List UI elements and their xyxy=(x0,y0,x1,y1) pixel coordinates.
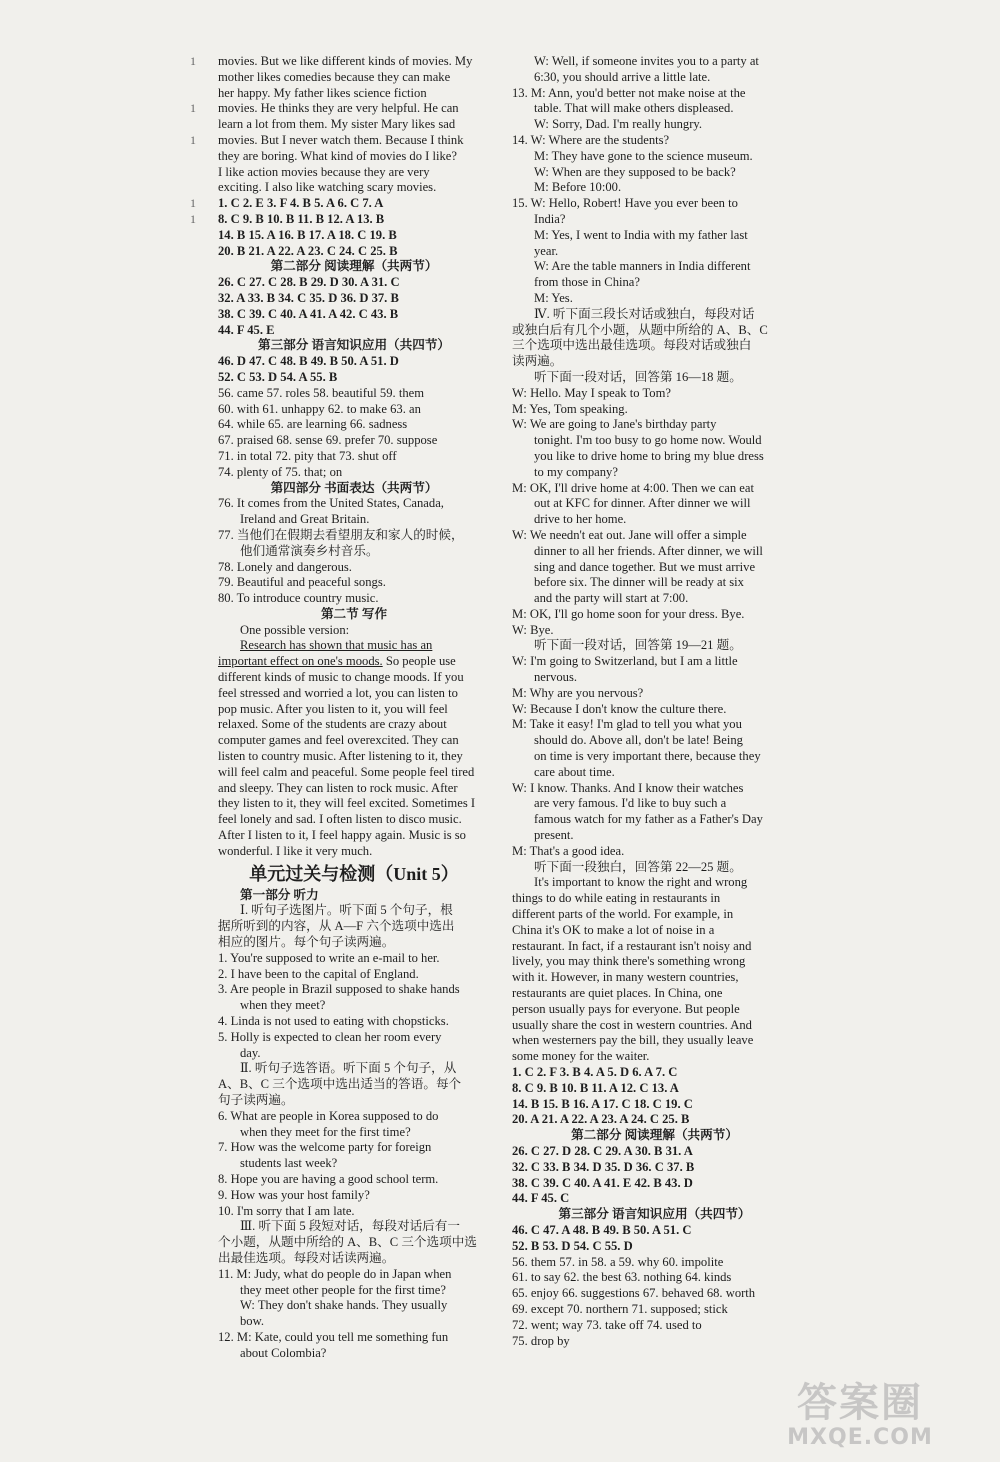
left-column-line: movies. But we like different kinds of movies. My xyxy=(218,54,473,68)
section-heading: 第三部分 语言知识应用（共四节） xyxy=(558,1207,751,1222)
right-column-line: W: I'm going to Switzerland, but I am a little xyxy=(512,654,738,669)
left-column-line: learn a lot from them. My sister Mary likes sad xyxy=(218,117,456,132)
left-column-line: 11. M: Judy, what do people do in Japan when xyxy=(218,1266,452,1281)
right-column-line: 56. them 57. in 58. a 59. why 60. impolite xyxy=(512,1254,724,1269)
right-column-line: W: Sorry, Dad. I'm really hungry. xyxy=(534,117,703,132)
right-column-line: 读两遍。 xyxy=(512,354,563,369)
left-column-line: Ireland and Great Britain. xyxy=(240,512,370,527)
left-column-line: mother likes comedies because they can make xyxy=(218,69,451,84)
section-heading: 第三部分 语言知识应用（共四节） xyxy=(257,338,451,353)
right-column-line: 6:30, you should arrive a little late. xyxy=(534,69,711,84)
right-column-line: should do. Above all, don't be late! Being xyxy=(534,733,743,748)
right-column-line: It's important to know the right and wrong xyxy=(534,875,748,890)
margin-mark: 1 xyxy=(190,132,196,147)
left-column-line: 出最佳选项。每段对话读两遍。 xyxy=(218,1250,395,1265)
left-column-line: will feel calm and peaceful. Some people feel tired xyxy=(218,764,475,779)
left-column-line: Ⅲ. 听下面 5 段短对话，每段对话后有一 xyxy=(240,1219,460,1234)
left-column-line: 26. C 27. C 28. B 29. D 30. A 31. C xyxy=(218,275,400,290)
left-column-line: 4. Linda is not used to eating with chopsticks. xyxy=(218,1014,449,1029)
right-column-line: drive to her home. xyxy=(534,512,627,527)
left-column-line: 56. came 57. roles 58. beautiful 59. them xyxy=(218,385,424,400)
right-column-line: M: Take it easy! I'm glad to tell you what you xyxy=(512,717,742,732)
right-column-line: 听下面一段对话，回答第 19—21 题。 xyxy=(534,638,742,653)
right-column-line: nervous. xyxy=(534,670,578,685)
right-column-line: M: OK, I'll go home soon for your dress. Bye. xyxy=(512,606,745,621)
left-column-line: 80. To introduce country music. xyxy=(218,591,379,606)
left-column-line: 78. Lonely and dangerous. xyxy=(218,559,352,574)
left-column-line: 7. How was the welcome party for foreign xyxy=(218,1140,432,1155)
left-column-line: Research has shown that music has an xyxy=(240,638,433,653)
left-column-line: students last week? xyxy=(240,1156,338,1171)
margin-mark: 1 xyxy=(190,54,196,68)
left-column-line: 12. M: Kate, could you tell me something fun xyxy=(218,1329,449,1344)
right-column-line: usually share the cost in western countries. And xyxy=(512,1017,752,1032)
right-column-line: W: Bye. xyxy=(512,622,554,637)
watermark xyxy=(760,1381,960,1450)
right-column-line: restaurants are quiet places. In China, one xyxy=(512,986,723,1001)
right-column-line: W: We needn't eat out. Jane will offer a simple xyxy=(512,527,747,542)
right-column-line: M: Yes, Tom speaking. xyxy=(512,401,628,416)
right-column-line: restaurant. In fact, if a restaurant isn't noisy and xyxy=(512,938,752,953)
margin-mark xyxy=(190,70,200,86)
left-column-line: different kinds of music to change moods. If you xyxy=(218,670,464,685)
right-column-line: 65. enjoy 66. suggestions 67. behaved 68. worth xyxy=(512,1286,756,1301)
right-column-line: on time is very important there, because they xyxy=(534,749,761,764)
margin-mark xyxy=(190,149,200,165)
left-column-line: important effect on one's moods. So people use xyxy=(218,654,456,669)
left-column-line: 1. C 2. E 3. F 4. B 5. A 6. C 7. A xyxy=(218,196,384,211)
left-column-line: 76. It comes from the United States, Canada, xyxy=(218,496,444,511)
right-column-line: before six. The dinner will be ready at six xyxy=(534,575,744,590)
left-column-line: 9. How was your host family? xyxy=(218,1187,370,1202)
left-column-line: 个小题，从题中所给的 A、B、C 三个选项中选 xyxy=(218,1235,477,1250)
left-column-line: 据所听到的内容，从 A—F 六个选项中选出 xyxy=(218,919,455,934)
right-column-line: M: Why are you nervous? xyxy=(512,685,644,700)
right-column-line: 听下面一段独白，回答第 22—25 题。 xyxy=(534,859,742,874)
right-column-line: famous watch for my father as a Father's Day xyxy=(534,812,763,827)
left-column-line: movies. But I never watch them. Because I think xyxy=(218,132,464,147)
left-column-line: her happy. My father likes science fiction xyxy=(218,85,427,100)
left-column-line: 44. F 45. E xyxy=(218,322,275,337)
right-column-line: to my company? xyxy=(534,464,618,479)
left-column-line: relaxed. Some of the students are crazy about xyxy=(218,717,447,732)
right-column-line: 38. C 39. C 40. A 41. E 42. B 43. D xyxy=(512,1175,693,1190)
left-column-line: 74. plenty of 75. that; on xyxy=(218,464,343,479)
left-column-line: day. xyxy=(240,1045,261,1060)
right-column-line: are very famous. I'd like to buy such a xyxy=(534,796,727,811)
unit-heading: 单元过关与检测（Unit 5） xyxy=(249,863,459,884)
left-column-line: 第一部分 听力 xyxy=(240,887,319,902)
right-column-line: M: Before 10:00. xyxy=(534,180,622,195)
left-column-line: feel lonely and sad. I often listen to disco music. xyxy=(218,812,462,827)
left-column-line: 60. with 61. unhappy 62. to make 63. an xyxy=(218,401,421,416)
margin-mark xyxy=(190,117,200,133)
right-column-line: M: They have gone to the science museum. xyxy=(534,148,753,163)
right-column-line: lively, you may think there's something wrong xyxy=(512,954,746,969)
left-column-line: they listen to it, they will feel excited. Sometimes I xyxy=(218,796,476,811)
left-column-line: After I listen to it, I feel happy again. Music is so xyxy=(218,828,466,843)
right-column-line: person usually pays for everyone. But people xyxy=(512,1001,740,1016)
left-column-line: pop music. After you listen to it, you will feel xyxy=(218,701,448,716)
left-column-line: listen to country music. After listening to it, they xyxy=(218,749,463,764)
left-column-line: feel stressed and worried a lot, you can listen to xyxy=(218,685,458,700)
left-column-line: when they meet? xyxy=(240,998,326,1013)
left-column-line: 5. Holly is expected to clean her room every xyxy=(218,1029,442,1044)
left-column-line: wonderful. I like it very much. xyxy=(218,843,373,858)
right-column-line: tonight. I'm too busy to go home now. Would xyxy=(534,433,762,448)
left-column-line: about Colombia? xyxy=(240,1345,327,1360)
right-column-line: 26. C 27. D 28. C 29. A 30. B 31. A xyxy=(512,1143,693,1158)
margin-mark xyxy=(190,165,200,181)
right-column-line: 13. M: Ann, you'd better not make noise at the xyxy=(512,85,746,100)
right-column-line: 或独白后有几个小题，从题中所给的 A、B、C xyxy=(512,322,768,337)
right-column-line: 32. C 33. B 34. D 35. D 36. C 37. B xyxy=(512,1159,695,1174)
section-heading: 第二节 写作 xyxy=(320,606,388,621)
right-column-line: 20. A 21. A 22. A 23. A 24. C 25. B xyxy=(512,1112,690,1127)
left-column-line: 14. B 15. A 16. B 17. A 18. C 19. B xyxy=(218,227,397,242)
left-column-line: 相应的图片。每个句子读两遍。 xyxy=(218,935,395,950)
left-column-line: 6. What are people in Korea supposed to do xyxy=(218,1108,439,1123)
left-column-line: 79. Beautiful and peaceful songs. xyxy=(218,575,386,590)
right-column-line: 44. F 45. C xyxy=(512,1191,570,1206)
right-column-line: you like to drive home to bring my blue dress xyxy=(534,448,764,463)
left-column-line: when they meet for the first time? xyxy=(240,1124,411,1139)
left-column-line: bow. xyxy=(240,1314,265,1329)
right-column-line: sing and dance together. But we must arrive xyxy=(534,559,756,574)
left-column-line: 38. C 39. C 40. A 41. A 42. C 43. B xyxy=(218,306,399,321)
watermark-url: MXQE.COM xyxy=(787,1425,933,1450)
left-column-line: 他们通常演奏乡村音乐。 xyxy=(240,543,379,558)
right-column-line: W: When are they supposed to be back? xyxy=(534,164,736,179)
right-column-line: different parts of the world. For example, in xyxy=(512,907,734,922)
left-column-line: 句子读两遍。 xyxy=(218,1093,294,1107)
right-column-line: 52. B 53. D 54. C 55. D xyxy=(512,1238,633,1253)
right-column-line: M: OK, I'll drive home at 4:00. Then we can eat xyxy=(512,480,754,495)
right-column-line: 72. went; way 73. take off 74. used to xyxy=(512,1317,702,1332)
left-column xyxy=(218,54,490,1362)
right-column-line: with it. However, in many western countries, xyxy=(512,970,739,985)
right-column-line: 1. C 2. F 3. B 4. A 5. D 6. A 7. C xyxy=(512,1065,678,1079)
left-column-line: computer games and feel overexcited. They can xyxy=(218,733,459,748)
left-column-line: I like action movies because they are very xyxy=(218,164,430,179)
right-column-line: 75. drop by xyxy=(512,1333,570,1348)
right-column-line: when westerners pay the bill, they usually leave xyxy=(512,1033,754,1048)
right-column-line: M: Yes. xyxy=(534,290,573,305)
left-column-line: 2. I have been to the capital of England. xyxy=(218,966,419,981)
right-column-line: 46. C 47. A 48. B 49. B 50. A 51. C xyxy=(512,1222,692,1237)
binding-margin-marks xyxy=(190,54,200,228)
right-column-line: M: That's a good idea. xyxy=(512,843,625,858)
right-column-line: out at KFC for dinner. After dinner we will xyxy=(534,496,751,511)
left-column-line: 8. C 9. B 10. B 11. B 12. A 13. B xyxy=(218,211,385,226)
left-column-line: 8. Hope you are having a good school term. xyxy=(218,1171,439,1186)
section-heading: 第四部分 书面表达（共两节） xyxy=(270,480,438,495)
right-column-line: things to do while eating in restaurants in xyxy=(512,891,721,906)
left-column-line: they are boring. What kind of movies do I like? xyxy=(218,148,457,163)
right-column-line: W: Well, if someone invites you to a party at xyxy=(534,54,759,68)
right-column-line: 14. B 15. B 16. A 17. C 18. C 19. C xyxy=(512,1096,693,1111)
left-column-line: movies. He thinks they are very helpful. He can xyxy=(218,101,459,116)
right-column-line: year. xyxy=(534,243,559,258)
margin-mark xyxy=(190,180,200,196)
margin-mark: 1 xyxy=(190,211,196,226)
margin-mark xyxy=(190,86,200,102)
left-column-line: 52. C 53. D 54. A 55. B xyxy=(218,369,338,384)
left-column-line: they meet other people for the first time? xyxy=(240,1282,446,1297)
left-column-line: W: They don't shake hands. They usually xyxy=(240,1298,448,1313)
right-column-line: India? xyxy=(534,211,566,226)
left-column-line: 20. B 21. A 22. A 23. C 24. C 25. B xyxy=(218,243,398,258)
left-column-line: 46. D 47. C 48. B 49. B 50. A 51. D xyxy=(218,354,399,369)
right-column-line: W: Because I don't know the culture there. xyxy=(512,701,727,716)
left-column-line: One possible version: xyxy=(240,622,350,637)
right-column-line: and the party will start at 7:00. xyxy=(534,591,689,606)
left-column-line: 64. while 65. are learning 66. sadness xyxy=(218,417,408,432)
left-column-line: and sleepy. They can listen to rock music. After xyxy=(218,780,458,795)
right-column-line: table. That will make others displeased. xyxy=(534,101,734,116)
left-column-line: 32. A 33. B 34. C 35. D 36. D 37. B xyxy=(218,290,399,305)
right-column-line: from those in China? xyxy=(534,275,640,290)
right-column-line: W: I know. Thanks. And I know their watches xyxy=(512,780,744,795)
left-column-line: A、B、C 三个选项中选出适当的答语。每个 xyxy=(218,1077,462,1092)
left-column-line: 71. in total 72. pity that 73. shut off xyxy=(218,448,397,463)
left-column-line: 1. You're supposed to write an e-mail to her. xyxy=(218,950,440,965)
right-column-line: 15. W: Hello, Robert! Have you ever been to xyxy=(512,196,738,211)
right-column-line: 三个选项中选出最佳选项。每段对话或独白 xyxy=(512,338,752,353)
right-column-line: 61. to say 62. the best 63. nothing 64. kinds xyxy=(512,1270,732,1285)
right-column-line: China it's OK to make a lot of noise in a xyxy=(512,922,715,937)
right-column-line: Ⅳ. 听下面三段长对话或独白，每段对话 xyxy=(534,306,755,321)
left-column-line: exciting. I also like watching scary movies. xyxy=(218,180,437,195)
right-column-line: present. xyxy=(534,828,574,843)
right-column-line: M: Yes, I went to India with my father last xyxy=(534,227,748,242)
right-column-line: some money for the waiter. xyxy=(512,1049,650,1064)
left-column-line: Ⅰ. 听句子选图片。听下面 5 个句子，根 xyxy=(240,903,453,918)
right-column-line: W: We are going to Jane's birthday party xyxy=(512,417,717,432)
left-column-line: Ⅱ. 听句子选答语。听下面 5 个句子，从 xyxy=(240,1061,457,1076)
right-column-line: 14. W: Where are the students? xyxy=(512,132,670,147)
underlined-text: important effect on one's moods. xyxy=(218,654,383,669)
section-heading: 第二部分 阅读理解（共两节） xyxy=(571,1128,738,1143)
right-column xyxy=(512,54,797,1349)
left-column-line: 10. I'm sorry that I am late. xyxy=(218,1203,355,1218)
left-column-line: 3. Are people in Brazil supposed to shake hands xyxy=(218,982,460,997)
right-column-line: W: Hello. May I speak to Tom? xyxy=(512,385,671,400)
right-column-line: dinner to all her friends. After dinner, we will xyxy=(534,543,763,558)
right-column-line: 69. except 70. northern 71. supposed; stick xyxy=(512,1301,728,1316)
section-heading: 第二部分 阅读理解（共两节） xyxy=(270,259,438,274)
right-column-line: 听下面一段对话，回答第 16—18 题。 xyxy=(534,369,742,384)
left-column-line: 67. praised 68. sense 69. prefer 70. suppose xyxy=(218,433,438,448)
right-column-line: W: Are the table manners in India different xyxy=(534,259,751,274)
right-column-line: 8. C 9. B 10. B 11. A 12. C 13. A xyxy=(512,1080,679,1095)
margin-mark: 1 xyxy=(190,196,196,211)
margin-mark: 1 xyxy=(190,101,196,116)
right-column-line: care about time. xyxy=(534,764,615,779)
left-column-line: 77. 当他们在假期去看望朋友和家人的时候， xyxy=(218,527,464,542)
watermark-logo: 答案圈 xyxy=(797,1380,923,1426)
